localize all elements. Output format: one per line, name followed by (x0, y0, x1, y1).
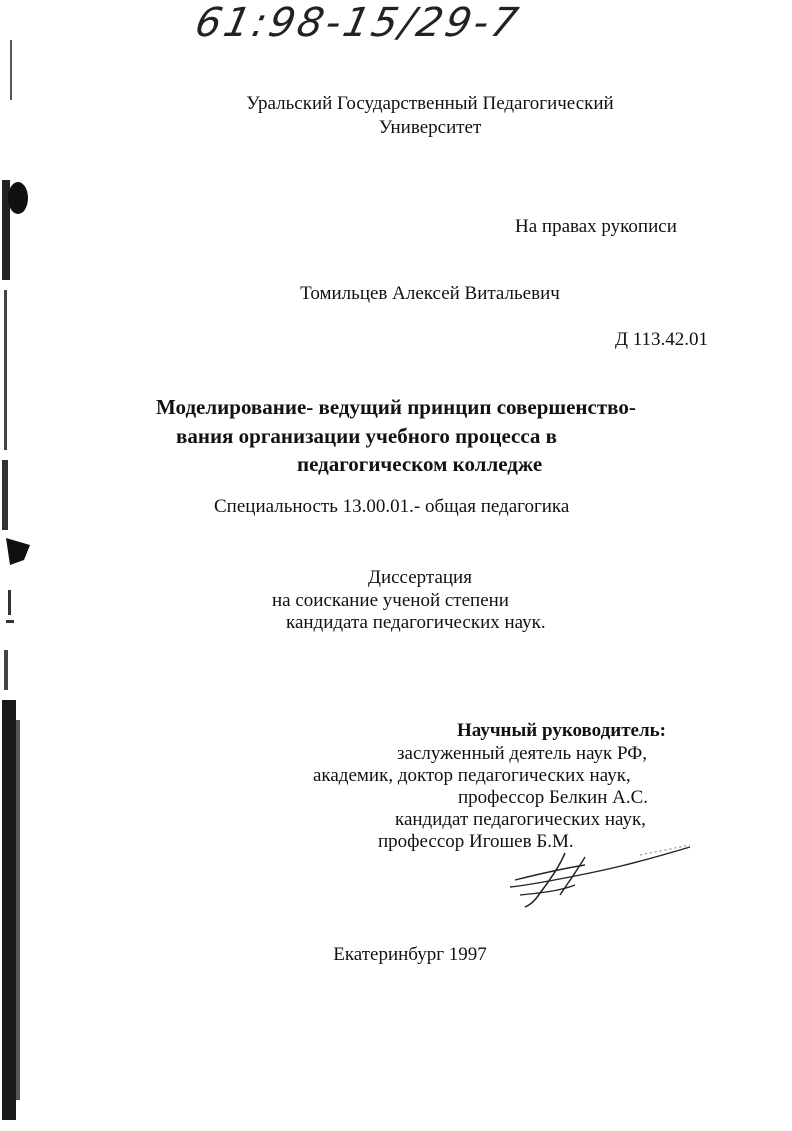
title-line-2: вания организации учебного процесса в (176, 424, 558, 448)
university-line-1: Уральский Государственный Педагогический (246, 93, 614, 114)
title-line-1: Моделирование- ведущий принцип совершенство- (156, 395, 636, 419)
city-year: Екатеринбург 1997 (333, 944, 487, 965)
scan-edge-marks (0, 0, 40, 1131)
author-name: Томильцев Алексей Витальевич (300, 283, 560, 304)
manuscript-rights: На правах рукописи (515, 216, 677, 237)
supervisor-line-3: профессор Белкин А.С. (458, 787, 649, 808)
title-line-3: педагогическом колледже (297, 452, 543, 476)
supervisor-heading: Научный руководитель: (457, 720, 666, 741)
dissertation-line-2: на соискание ученой степени (272, 590, 509, 611)
handwritten-archive-code: 61:98-15/29-7 (191, 0, 525, 46)
university-line-2: Университет (378, 117, 482, 138)
signature-image (490, 835, 700, 915)
supervisor-line-5: профессор Игошев Б.М. (378, 831, 574, 852)
council-code: Д 113.42.01 (615, 329, 709, 350)
specialty: Специальность 13.00.01.- общая педагогика (214, 496, 570, 517)
supervisor-line-1: заслуженный деятель наук РФ, (397, 743, 648, 764)
supervisor-line-2: академик, доктор педагогических наук, (313, 765, 631, 786)
dissertation-line-1: Диссертация (368, 567, 472, 588)
supervisor-line-4: кандидат педагогических наук, (395, 809, 646, 830)
dissertation-line-3: кандидата педагогических наук. (286, 612, 546, 633)
